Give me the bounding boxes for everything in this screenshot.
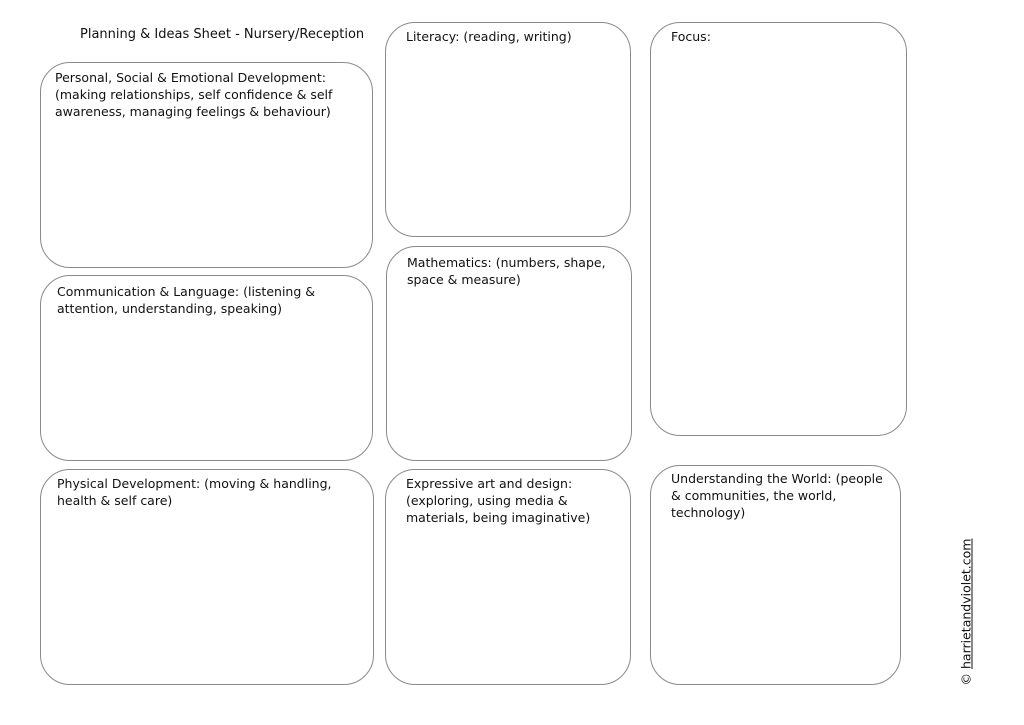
personal-social-emotional-box xyxy=(40,62,373,268)
copyright-symbol: © xyxy=(958,672,974,686)
focus-label: Focus: xyxy=(671,29,711,44)
communication-language-label: Communication & Language: (listening & attention, understanding, speaking) xyxy=(57,284,315,316)
page-title: Planning & Ideas Sheet - Nursery/Reception xyxy=(80,27,365,42)
personal-social-emotional-label: Personal, Social & Emotional Development: (making relationships, self confidence & self awareness, managing feelings & behaviour) xyxy=(55,70,333,119)
copyright-notice xyxy=(959,539,974,686)
communication-language-box xyxy=(40,275,373,461)
website-link[interactable]: harrietandviolet.com xyxy=(958,538,974,669)
literacy-box xyxy=(385,22,631,237)
expressive-art-label: Expressive art and design: (exploring, using media & materials, being imaginative) xyxy=(406,476,591,525)
physical-development-label: Physical Development: (moving & handling, health & self care) xyxy=(57,476,332,508)
understanding-world-label: Understanding the World: (people & communities, the world, technology) xyxy=(671,471,883,520)
physical-development-box xyxy=(40,469,374,685)
mathematics-box xyxy=(386,246,632,461)
understanding-world-box xyxy=(650,465,901,685)
focus-box xyxy=(650,22,907,436)
mathematics-label: Mathematics: (numbers, shape, space & measure) xyxy=(407,255,606,287)
expressive-art-box xyxy=(385,469,631,685)
literacy-label: Literacy: (reading, writing) xyxy=(406,29,572,44)
